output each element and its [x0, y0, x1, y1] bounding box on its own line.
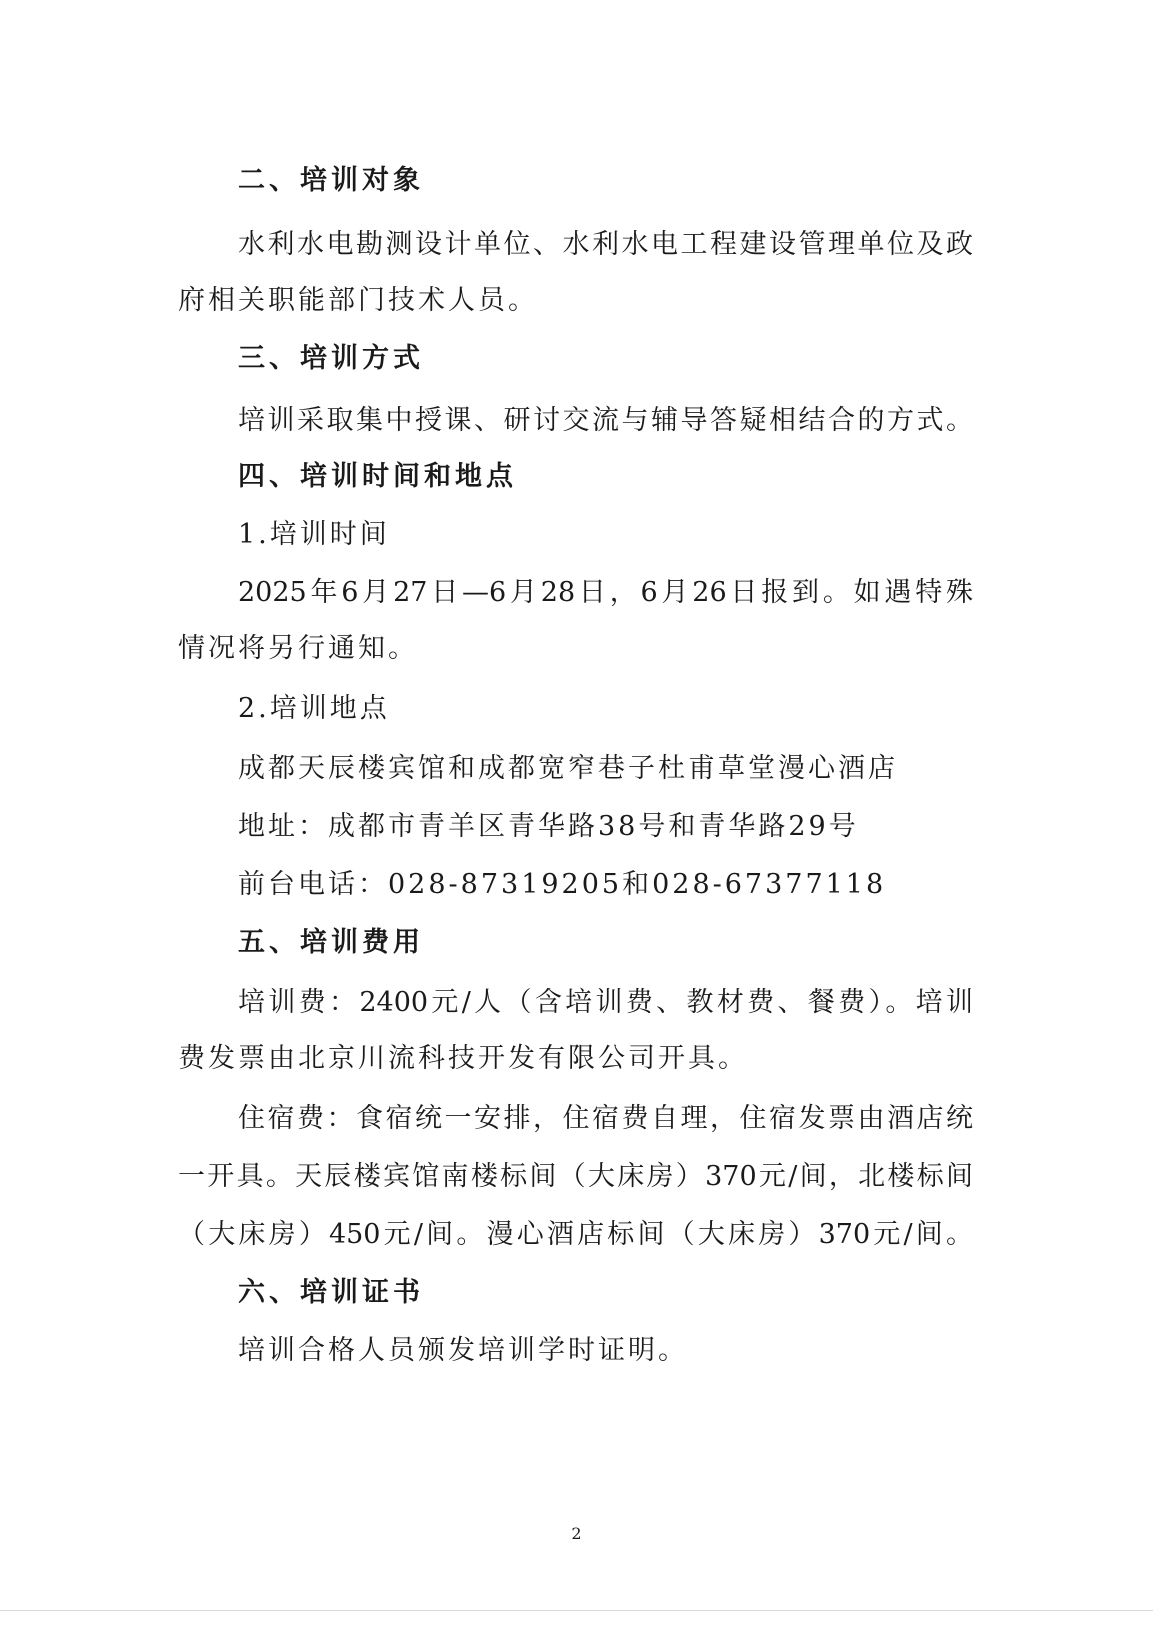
paragraph-training-method: 培训采取集中授课、研讨交流与辅导答疑相结合的方式。 — [238, 405, 973, 436]
paragraph-training-target-line2: 府相关职能部门技术人员。 — [178, 285, 538, 316]
page-number: 2 — [571, 1524, 582, 1543]
scan-edge-line — [0, 1610, 1153, 1611]
paragraph-venue: 成都天辰楼宾馆和成都宽窄巷子杜甫草堂漫心酒店 — [238, 753, 898, 784]
section-heading-certificate: 六、培训证书 — [238, 1277, 424, 1308]
paragraph-training-time-line2: 情况将另行通知。 — [178, 633, 418, 664]
paragraph-lodging-line3: （大床房）450元/间。漫心酒店标间（大床房）370元/间。 — [178, 1219, 973, 1250]
section-heading-time-location: 四、培训时间和地点 — [238, 461, 517, 492]
paragraph-lodging-line1: 住宿费：食宿统一安排，住宿费自理，住宿发票由酒店统 — [238, 1103, 973, 1134]
paragraph-address: 地址：成都市青羊区青华路38号和青华路29号 — [238, 811, 859, 842]
paragraph-lodging-line2: 一开具。天辰楼宾馆南楼标间（大床房）370元/间，北楼标间 — [178, 1161, 973, 1192]
section-heading-training-target: 二、培训对象 — [238, 165, 424, 196]
paragraph-phone: 前台电话：028-87319205和028-67377118 — [238, 869, 887, 900]
section-heading-fees: 五、培训费用 — [238, 927, 424, 958]
subheading-training-location: 2.培训地点 — [238, 693, 390, 724]
paragraph-certificate: 培训合格人员颁发培训学时证明。 — [238, 1335, 688, 1366]
paragraph-training-target-line1: 水利水电勘测设计单位、水利水电工程建设管理单位及政 — [238, 229, 973, 260]
paragraph-training-time-line1: 2025年6月27日—6月28日，6月26日报到。如遇特殊 — [238, 577, 973, 608]
paragraph-fee-line1: 培训费：2400元/人（含培训费、教材费、餐费）。培训 — [238, 987, 973, 1018]
section-heading-training-method: 三、培训方式 — [238, 343, 424, 374]
paragraph-fee-line2: 费发票由北京川流科技开发有限公司开具。 — [178, 1043, 748, 1074]
subheading-training-time: 1.培训时间 — [238, 519, 390, 550]
